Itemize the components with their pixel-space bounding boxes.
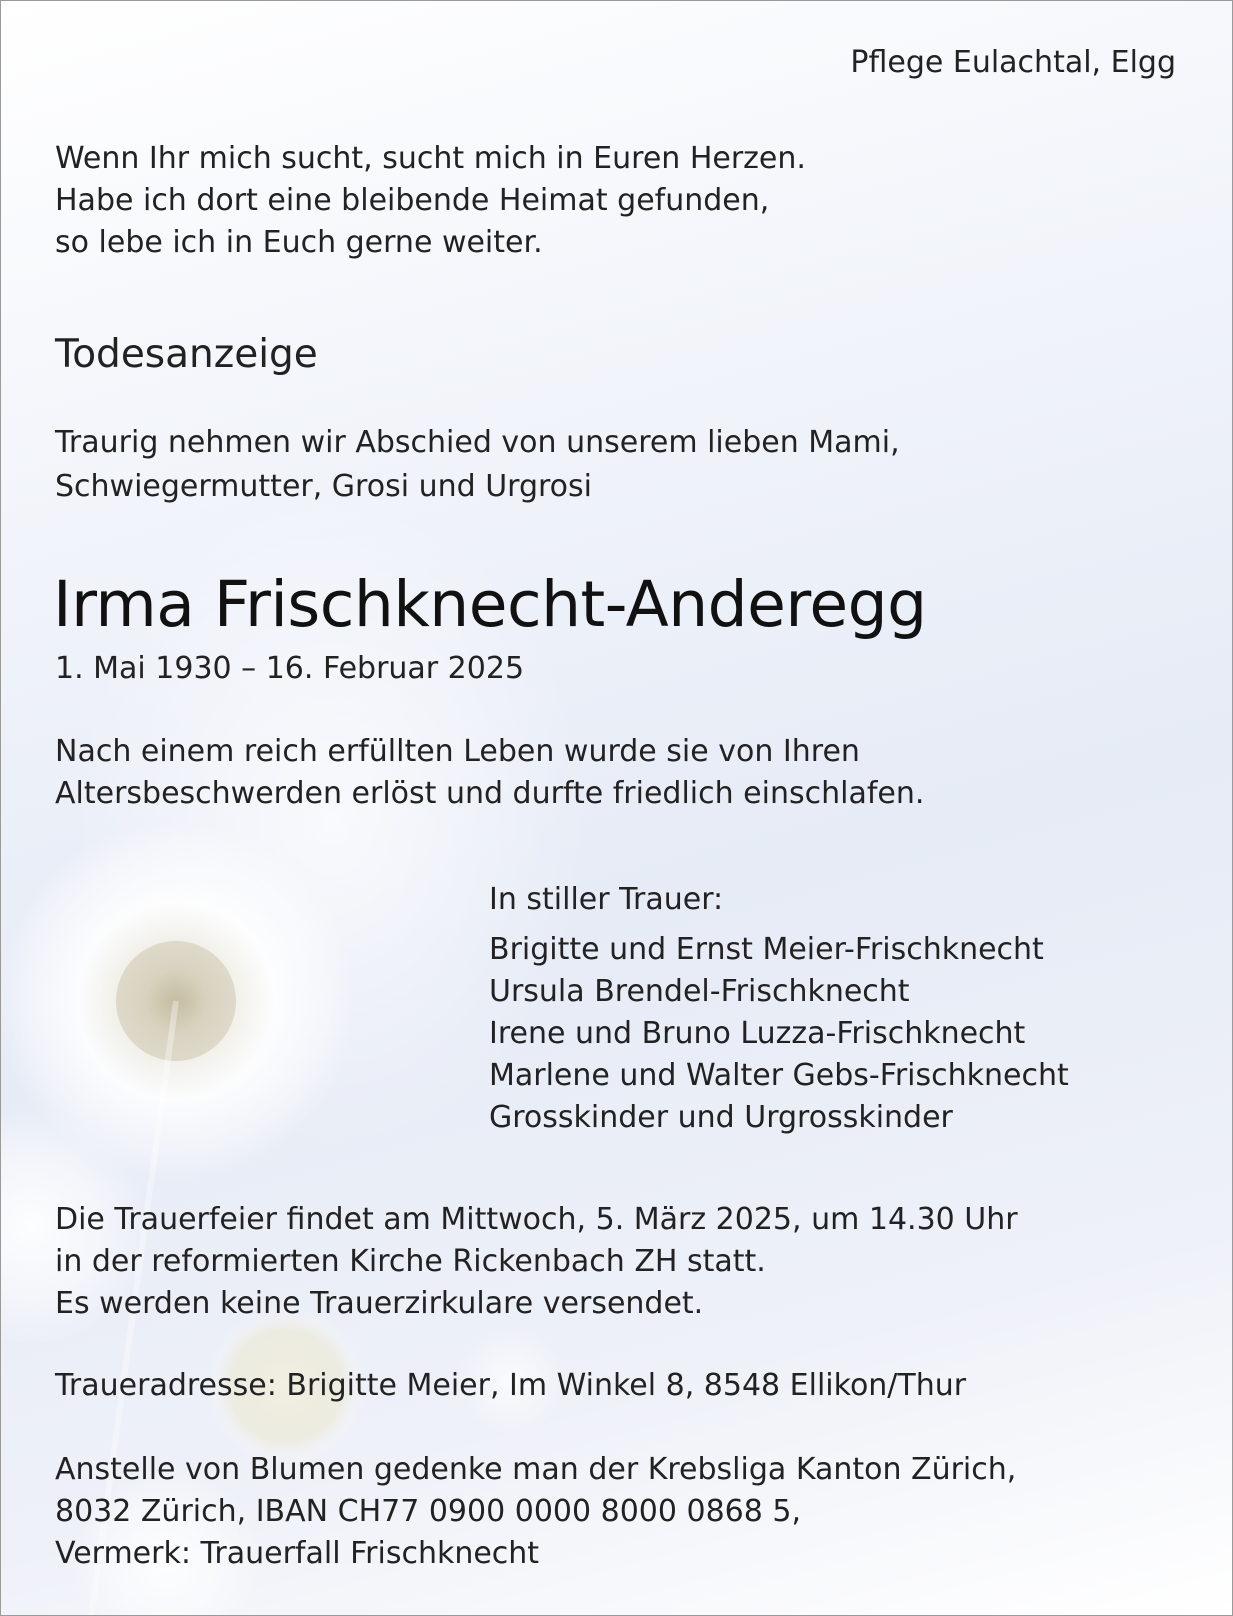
donation-line: Vermerk: Trauerfall Frischknecht — [55, 1536, 540, 1571]
mourners-list — [489, 879, 1069, 1139]
poem-line: Wenn Ihr mich sucht, sucht mich in Euren Herzen. — [55, 141, 806, 176]
mourners-heading: In stiller Trauer: — [489, 882, 724, 917]
life-dates: 1. Mai 1930 – 16. Februar 2025 — [55, 651, 525, 686]
poem-line: so lebe ich in Euch gerne weiter. — [55, 225, 543, 260]
mourner-name: Marlene und Walter Gebs-Frischknecht — [489, 1058, 1069, 1093]
poem — [55, 138, 806, 264]
mourner-name: Irene und Bruno Luzza-Frischknecht — [489, 1016, 1026, 1051]
intro-line: Schwiegermutter, Grosi und Urgrosi — [55, 469, 592, 504]
ceremony-line: Es werden keine Trauerzirkulare versendet. — [55, 1286, 704, 1321]
message-line: Nach einem reich erfüllten Leben wurde sie von Ihren — [55, 734, 860, 769]
poem-line: Habe ich dort eine bleibende Heimat gefunden, — [55, 183, 770, 218]
notice-intro — [55, 421, 900, 509]
notice-message — [55, 731, 924, 815]
mourning-address: Traueradresse: Brigitte Meier, Im Winkel 8, 8548 Ellikon/Thur — [55, 1368, 967, 1403]
mourner-name: Ursula Brendel-Frischknecht — [489, 974, 910, 1009]
ceremony-line: in der reformierten Kirche Rickenbach ZH statt. — [55, 1244, 766, 1279]
ceremony-info — [55, 1199, 1018, 1325]
mourner-name: Grosskinder und Urgrosskinder — [489, 1100, 953, 1135]
ceremony-line: Die Trauerfeier findet am Mittwoch, 5. März 2025, um 14.30 Uhr — [55, 1202, 1018, 1237]
notice-title: Todesanzeige — [55, 332, 318, 377]
donation-line: 8032 Zürich, IBAN CH77 0900 0000 8000 0868 5, — [55, 1494, 802, 1529]
intro-line: Traurig nehmen wir Abschied von unserem lieben Mami, — [55, 425, 900, 460]
header-location: Pflege Eulachtal, Elgg — [850, 45, 1176, 80]
donation-info — [55, 1449, 1016, 1575]
deceased-name: Irma Frischknecht-Anderegg — [53, 568, 927, 641]
donation-line: Anstelle von Blumen gedenke man der Krebsliga Kanton Zürich, — [55, 1452, 1017, 1487]
message-line: Altersbeschwerden erlöst und durfte friedlich einschlafen. — [55, 776, 925, 811]
mourner-name: Brigitte und Ernst Meier-Frischknecht — [489, 932, 1044, 967]
